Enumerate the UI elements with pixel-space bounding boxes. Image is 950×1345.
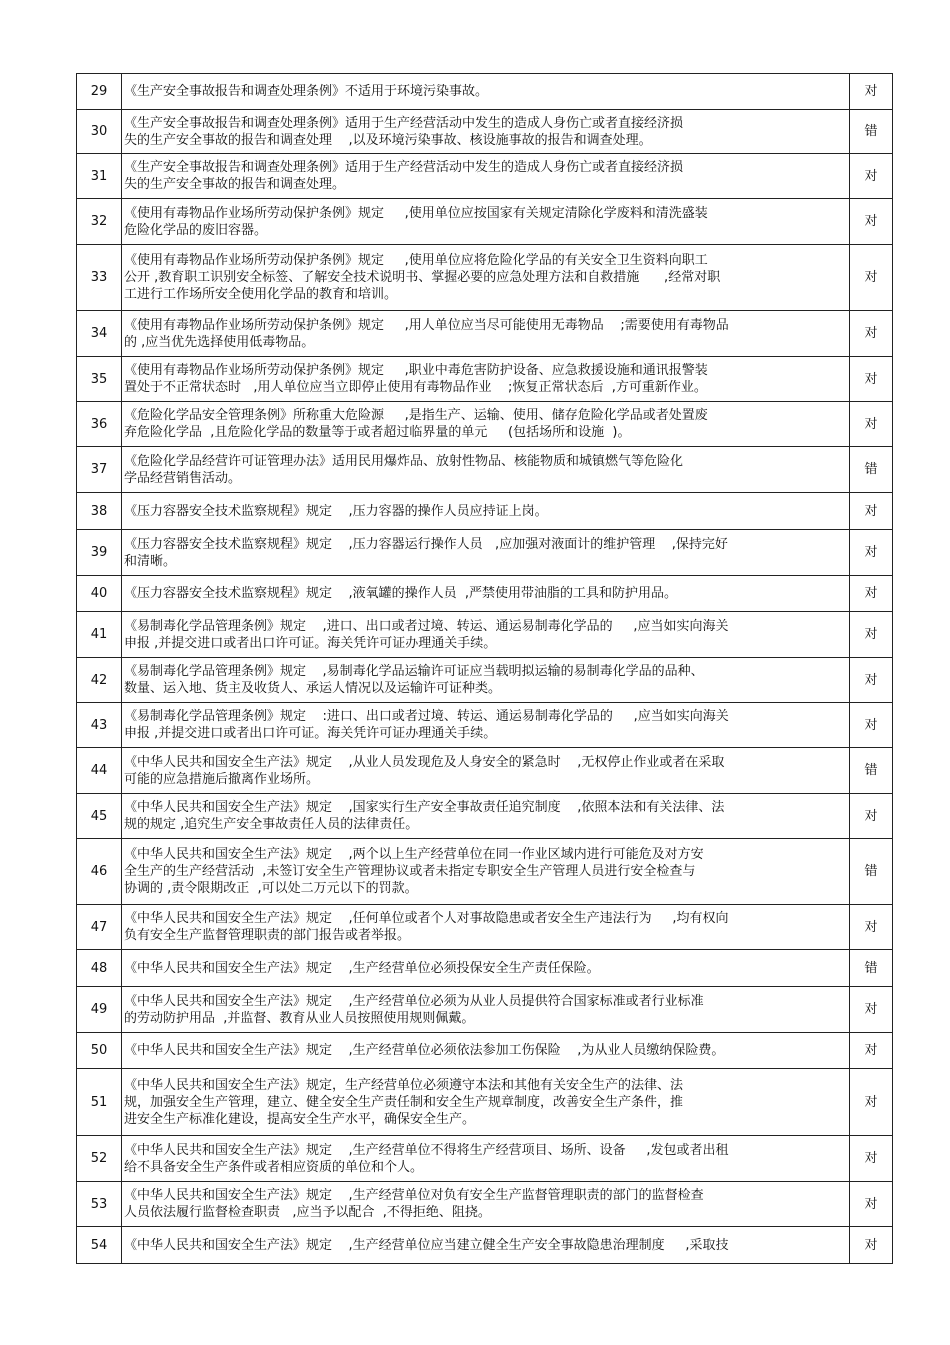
- table-row: [77, 110, 893, 154]
- question-text: 《中华人民共和国安全生产法》规定 ,生产经营单位必须投保安全生产责任保险。: [122, 950, 850, 987]
- question-table-body: [77, 74, 893, 1264]
- question-number: 31: [77, 154, 122, 199]
- question-text: 《使用有毒物品作业场所劳动保护条例》规定 ,使用单位应将危险化学品的有关安全卫生资料向职工 公开 ,教育职工识别安全标签、了解安全技术说明书、掌握必要的应急处理方法和自救措施 ,经常对职 工进行工作场所安全使用化学品的教育和培训。: [122, 245, 850, 311]
- answer-cell: 对: [850, 1227, 893, 1264]
- question-text: 《中华人民共和国安全生产法》规定 ,两个以上生产经营单位在同一作业区域内进行可能危及对方安 全生产的生产经营活动 ,未签订安全生产管理协议或者未指定专职安全生产管理人员进行安全检查与 协调的 ,责令限期改正 ,可以处二万元以下的罚款。: [122, 839, 850, 905]
- question-number: 53: [77, 1182, 122, 1227]
- table-row: [77, 357, 893, 402]
- table-row: [77, 1136, 893, 1182]
- question-text: 《中华人民共和国安全生产法》规定 ,从业人员发现危及人身安全的紧急时 ,无权停止作业或者在采取 可能的应急措施后撤离作业场所。: [122, 748, 850, 794]
- question-text: 《危险化学品经营许可证管理办法》适用民用爆炸品、放射性物品、核能物质和城镇燃气等危险化 学品经营销售活动。: [122, 447, 850, 493]
- question-number: 40: [77, 576, 122, 612]
- table-row: [77, 1227, 893, 1264]
- question-number: 48: [77, 950, 122, 987]
- table-row: [77, 447, 893, 493]
- answer-cell: 对: [850, 987, 893, 1033]
- question-text: 《压力容器安全技术监察规程》规定 ,压力容器的操作人员应持证上岗。: [122, 493, 850, 530]
- table-row: [77, 576, 893, 612]
- answer-cell: 对: [850, 154, 893, 199]
- question-text: 《中华人民共和国安全生产法》规定，生产经营单位必须遵守本法和其他有关安全生产的法律、法 规，加强安全生产管理，建立、健全安全生产责任制和安全生产规章制度，改善安全生产条件，推 进安全生产标准化建设，提高安全生产水平，确保安全生产。: [122, 1069, 850, 1136]
- question-number: 54: [77, 1227, 122, 1264]
- answer-cell: 错: [850, 748, 893, 794]
- question-number: 50: [77, 1033, 122, 1069]
- question-text: 《使用有毒物品作业场所劳动保护条例》规定 ,使用单位应按国家有关规定清除化学废料和清洗盛装 危险化学品的废旧容器。: [122, 199, 850, 245]
- table-row: [77, 493, 893, 530]
- question-number: 29: [77, 74, 122, 110]
- table-row: [77, 1069, 893, 1136]
- question-number: 49: [77, 987, 122, 1033]
- table-row: [77, 245, 893, 311]
- answer-cell: 错: [850, 839, 893, 905]
- question-number: 32: [77, 199, 122, 245]
- question-text: 《生产安全事故报告和调查处理条例》适用于生产经营活动中发生的造成人身伤亡或者直接经济损 失的生产安全事故的报告和调查处理。: [122, 154, 850, 199]
- table-row: [77, 748, 893, 794]
- question-text: 《中华人民共和国安全生产法》规定 ,生产经营单位必须为从业人员提供符合国家标准或者行业标准 的劳动防护用品 ,并监督、教育从业人员按照使用规则佩戴。: [122, 987, 850, 1033]
- answer-cell: 对: [850, 245, 893, 311]
- answer-cell: 对: [850, 402, 893, 447]
- table-row: [77, 199, 893, 245]
- table-row: [77, 839, 893, 905]
- question-number: 36: [77, 402, 122, 447]
- answer-cell: 对: [850, 1033, 893, 1069]
- table-row: [77, 612, 893, 658]
- question-number: 45: [77, 794, 122, 839]
- table-row: [77, 703, 893, 748]
- answer-cell: 对: [850, 658, 893, 703]
- answer-cell: 对: [850, 311, 893, 357]
- question-number: 46: [77, 839, 122, 905]
- question-text: 《使用有毒物品作业场所劳动保护条例》规定 ,用人单位应当尽可能使用无毒物品 ;需要使用有毒物品 的 ,应当优先选择使用低毒物品。: [122, 311, 850, 357]
- answer-cell: 对: [850, 1136, 893, 1182]
- question-number: 47: [77, 905, 122, 950]
- table-row: [77, 74, 893, 110]
- answer-cell: 对: [850, 612, 893, 658]
- question-number: 38: [77, 493, 122, 530]
- table-row: [77, 1182, 893, 1227]
- question-number: 51: [77, 1069, 122, 1136]
- table-row: [77, 987, 893, 1033]
- question-number: 33: [77, 245, 122, 311]
- question-number: 41: [77, 612, 122, 658]
- question-text: 《中华人民共和国安全生产法》规定 ,国家实行生产安全事故责任追究制度 ,依照本法和有关法律、法 规的规定 ,追究生产安全事故责任人员的法律责任。: [122, 794, 850, 839]
- question-text: 《中华人民共和国安全生产法》规定 ,生产经营单位应当建立健全生产安全事故隐患治理制度 ,采取技: [122, 1227, 850, 1264]
- question-number: 35: [77, 357, 122, 402]
- question-text: 《中华人民共和国安全生产法》规定 ,任何单位或者个人对事故隐患或者安全生产违法行为 ,均有权向 负有安全生产监督管理职责的部门报告或者举报。: [122, 905, 850, 950]
- answer-cell: 错: [850, 447, 893, 493]
- question-number: 42: [77, 658, 122, 703]
- question-number: 34: [77, 311, 122, 357]
- question-table: [76, 73, 893, 1264]
- question-text: 《易制毒化学品管理条例》规定 ,进口、出口或者过境、转运、通运易制毒化学品的 ,应当如实向海关 申报 ,并提交进口或者出口许可证。海关凭许可证办理通关手续。: [122, 612, 850, 658]
- answer-cell: 错: [850, 950, 893, 987]
- answer-cell: 对: [850, 1182, 893, 1227]
- question-text: 《压力容器安全技术监察规程》规定 ,压力容器运行操作人员 ,应加强对液面计的维护管理 ,保持完好 和清晰。: [122, 530, 850, 576]
- answer-cell: 错: [850, 110, 893, 154]
- answer-cell: 对: [850, 576, 893, 612]
- answer-cell: 对: [850, 703, 893, 748]
- table-row: [77, 402, 893, 447]
- answer-cell: 对: [850, 905, 893, 950]
- question-text: 《中华人民共和国安全生产法》规定 ,生产经营单位对负有安全生产监督管理职责的部门的监督检查 人员依法履行监督检查职责 ,应当予以配合 ,不得拒绝、阻挠。: [122, 1182, 850, 1227]
- question-number: 30: [77, 110, 122, 154]
- question-text: 《生产安全事故报告和调查处理条例》不适用于环境污染事故。: [122, 74, 850, 110]
- question-text: 《危险化学品安全管理条例》所称重大危险源 ,是指生产、运输、使用、储存危险化学品或者处置废 弃危险化学品 ,且危险化学品的数量等于或者超过临界量的单元 (包括场所和设施 )。: [122, 402, 850, 447]
- table-row: [77, 1033, 893, 1069]
- question-text: 《生产安全事故报告和调查处理条例》适用于生产经营活动中发生的造成人身伤亡或者直接经济损 失的生产安全事故的报告和调查处理 ,以及环境污染事故、核设施事故的报告和调查处理。: [122, 110, 850, 154]
- table-row: [77, 311, 893, 357]
- question-text: 《中华人民共和国安全生产法》规定 ,生产经营单位不得将生产经营项目、场所、设备 ,发包或者出租 给不具备安全生产条件或者相应资质的单位和个人。: [122, 1136, 850, 1182]
- table-row: [77, 794, 893, 839]
- answer-cell: 对: [850, 530, 893, 576]
- question-number: 37: [77, 447, 122, 493]
- question-text: 《使用有毒物品作业场所劳动保护条例》规定 ,职业中毒危害防护设备、应急救援设施和通讯报警装 置处于不正常状态时 ,用人单位应当立即停止使用有毒物品作业 ;恢复正常状态后 ,方可重新作业。: [122, 357, 850, 402]
- answer-cell: 对: [850, 357, 893, 402]
- question-text: 《中华人民共和国安全生产法》规定 ,生产经营单位必须依法参加工伤保险 ,为从业人员缴纳保险费。: [122, 1033, 850, 1069]
- question-text: 《易制毒化学品管理条例》规定 :进口、出口或者过境、转运、通运易制毒化学品的 ,应当如实向海关 申报 ,并提交进口或者出口许可证。海关凭许可证办理通关手续。: [122, 703, 850, 748]
- answer-cell: 对: [850, 493, 893, 530]
- answer-cell: 对: [850, 74, 893, 110]
- answer-cell: 对: [850, 1069, 893, 1136]
- question-number: 39: [77, 530, 122, 576]
- answer-cell: 对: [850, 199, 893, 245]
- table-row: [77, 658, 893, 703]
- answer-cell: 对: [850, 794, 893, 839]
- question-number: 43: [77, 703, 122, 748]
- table-row: [77, 530, 893, 576]
- table-row: [77, 950, 893, 987]
- question-number: 44: [77, 748, 122, 794]
- question-text: 《易制毒化学品管理条例》规定 ,易制毒化学品运输许可证应当载明拟运输的易制毒化学品的品种、 数量、运入地、货主及收货人、承运人情况以及运输许可证种类。: [122, 658, 850, 703]
- question-text: 《压力容器安全技术监察规程》规定 ,液氧罐的操作人员 ,严禁使用带油脂的工具和防护用品。: [122, 576, 850, 612]
- table-row: [77, 154, 893, 199]
- question-number: 52: [77, 1136, 122, 1182]
- table-row: [77, 905, 893, 950]
